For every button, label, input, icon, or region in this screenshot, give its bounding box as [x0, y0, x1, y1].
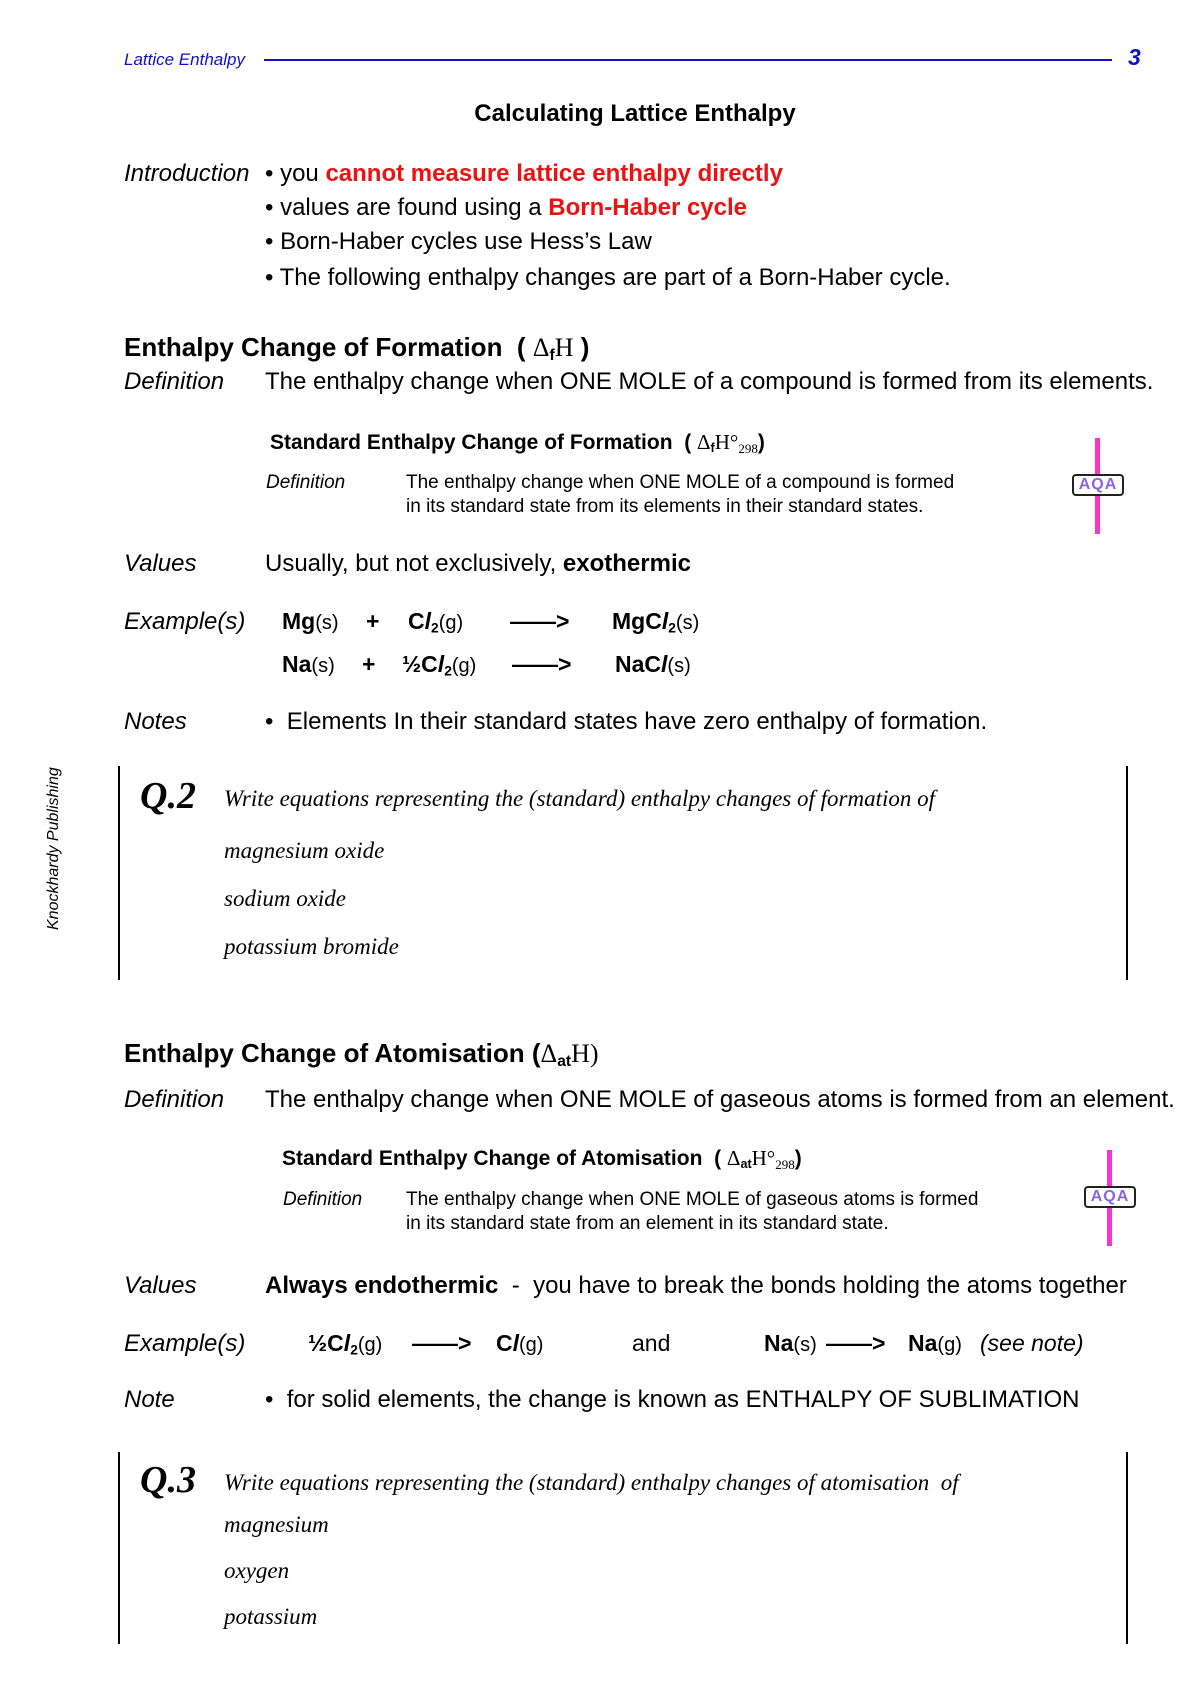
page-number: 3: [1128, 44, 1141, 70]
formation-examples-label: Example(s): [124, 608, 246, 635]
atomisation-note-label: Note: [124, 1386, 175, 1413]
std-formation-def-label: Definition: [266, 472, 346, 493]
aqa-label: AQA: [1084, 1186, 1136, 1208]
atomisation-values-label: Values: [124, 1272, 197, 1299]
question-3-item: oxygen: [224, 1558, 290, 1583]
formation-equation-1: Mg(s) + $Cl_2(g)$ ——> MgCl$_2$(s): [282, 608, 700, 636]
intro-bullet-4: • The following enthalpy changes are part of a Born-Haber cycle.: [265, 264, 951, 291]
atomisation-values: Always endothermic - you have to break the bonds holding the atoms together: [265, 1272, 1127, 1299]
question-3-number: Q.3: [140, 1459, 196, 1501]
formation-heading: Enthalpy Change of Formation ( $\Delta_fH$ ): [124, 332, 590, 364]
delta-symbol: Δ: [532, 333, 550, 362]
intro-b1-highlight: cannot measure lattice enthalpy directly: [325, 160, 783, 187]
question-2-item: magnesium oxide: [224, 838, 385, 863]
aqa-badge: [1082, 1150, 1138, 1246]
question-3-item: magnesium: [224, 1512, 329, 1537]
intro-bullet-1: • you cannot measure lattice enthalpy directly: [265, 160, 783, 187]
question-2-item: potassium bromide: [224, 934, 399, 959]
atomisation-note: • for solid elements, the change is known as ENTHALPY OF SUBLIMATION: [265, 1386, 1080, 1413]
intro-label: Introduction: [124, 160, 250, 187]
atomisation-definition-label: Definition: [124, 1086, 225, 1113]
std-formation-heading: Standard Enthalpy Change of Formation ( $\Delta_fH^\circ 298$): [270, 430, 765, 456]
formation-definition-label: Definition: [124, 368, 225, 395]
aqa-label: AQA: [1072, 474, 1124, 496]
intro-b4-text: The following enthalpy changes are part of a Born-Haber cycle.: [279, 264, 951, 291]
atomisation-examples-label: Example(s): [124, 1330, 246, 1357]
atomisation-examples: $\frac{1}{2}Cl_2(g)$ ——> Cl(g) and Na(s) ——> Na(g) (see note): [308, 1330, 1084, 1358]
std-atomisation-definition: The enthalpy change when ONE MOLE of gaseous atoms is formed in its standard state from an element in its standard state.: [406, 1189, 979, 1234]
formation-values-label: Values: [124, 550, 197, 577]
publisher-side-text: Knockhardy Publishing: [45, 767, 62, 930]
question-2-box: [118, 766, 1128, 980]
intro-bullet-2: • values are found using a Born-Haber cycle: [265, 194, 748, 221]
and-word: and: [632, 1330, 671, 1356]
std-formation-definition: The enthalpy change when ONE MOLE of a compound is formed in its standard state from its elements in their standard states.: [406, 472, 955, 517]
see-note: (see note): [980, 1330, 1084, 1356]
intro-bullet-3: • Born-Haber cycles use Hess’s Law: [265, 228, 652, 255]
header-title: Lattice Enthalpy: [124, 50, 245, 69]
intro-b3-text: Born-Haber cycles use Hess’s Law: [280, 228, 652, 255]
intro-b2-highlight: Born-Haber cycle: [548, 194, 748, 221]
header-rule: [264, 59, 1112, 61]
intro-b2-text: values are found using a: [280, 194, 549, 221]
formation-values: Usually, but not exclusively, exothermic: [265, 550, 691, 577]
page-title: Calculating Lattice Enthalpy: [474, 100, 796, 127]
formation-notes-label: Notes: [124, 708, 187, 735]
std-atomisation-def-label: Definition: [283, 1189, 363, 1210]
question-3-box: [118, 1452, 1128, 1644]
atomisation-heading: Enthalpy Change of Atomisation $(\Delta_{at}H)$: [124, 1038, 599, 1070]
formation-note: • Elements In their standard states have zero enthalpy of formation.: [265, 708, 988, 735]
question-2-item: sodium oxide: [224, 886, 347, 911]
question-2-text: Write equations representing the (standard) enthalpy changes of formation of: [224, 786, 936, 811]
formation-equation-2: Na(s) + $\frac{1}{2}Cl_2(g)$ ——> NaCl(s): [282, 651, 691, 679]
question-3-text: Write equations representing the (standard) enthalpy changes of atomisation of: [224, 1470, 959, 1495]
aqa-badge: [1070, 438, 1126, 534]
question-2-number: Q.2: [140, 775, 196, 817]
intro-b1-text: you: [280, 160, 326, 187]
formation-definition: The enthalpy change when ONE MOLE of a compound is formed from its elements.: [265, 368, 1154, 395]
atomisation-definition: The enthalpy change when ONE MOLE of gaseous atoms is formed from an element.: [265, 1086, 1175, 1113]
std-atomisation-heading: Standard Enthalpy Change of Atomisation ( $\Delta_{at}H^\circ 298$): [282, 1146, 802, 1172]
question-3-item: potassium: [224, 1604, 318, 1629]
